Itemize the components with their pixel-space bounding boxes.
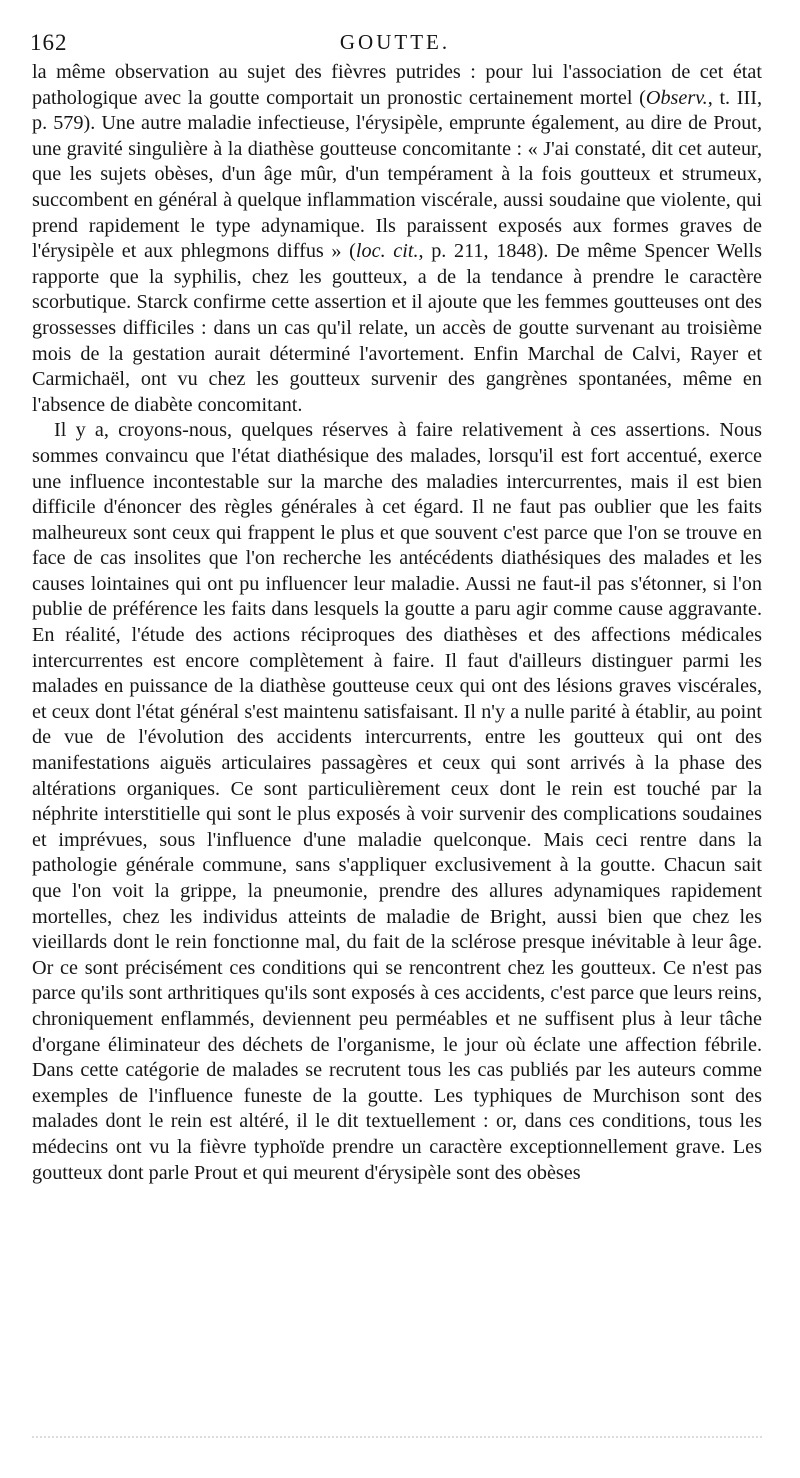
paragraph-2 bbox=[32, 418, 762, 1186]
page-header bbox=[30, 30, 760, 56]
body-text bbox=[32, 60, 762, 1186]
citation-italic: Observ. bbox=[645, 86, 708, 109]
citation-italic: loc. cit. bbox=[355, 240, 419, 263]
text-run: la même observation au sujet des fièvres putrides : pour lui l'association de cet état pathologique avec la goutte comportait un pronostic certainement mortel ( bbox=[32, 61, 762, 109]
running-title: GOUTTE. bbox=[339, 30, 451, 54]
page-bottom-specks bbox=[32, 1436, 762, 1446]
page-number: 162 bbox=[30, 30, 68, 55]
text-run: , p. 211, 1848). De même Spencer Wells rapporte que la syphilis, chez les goutteux, a de la tendance à prendre le caractère scorbutique. Starck confirme cette assertion et il ajoute que les femmes goutteuses ont des grossesses difficiles : dans un cas qu'il relate, un accès de goutte survenant au troisième mois de la gestation aurait déterminé l'avortement. Enfin Marchal de Calvi, Rayer et Carmichaël, ont vu chez les goutteux survenir des gangrènes spontanées, même en l'absence de diabète concomitant. bbox=[32, 240, 762, 416]
paragraph-1 bbox=[32, 60, 762, 418]
text-run: , t. III, p. 579). Une autre maladie infectieuse, l'érysipèle, emprunte également, au dire de Prout, une gravité singulière à la diathèse goutteuse concomitante : « J'ai constaté, dit cet auteur, que les sujets obèses, d'un âge mûr, d'un tempérament à la fois goutteux et strumeux, succombent en général à quelque inflammation viscérale, aussi soudaine que violente, qui prend rapidement le type adynamique. Ils paraissent exposés aux formes graves de l'érysipèle et aux phlegmons diffus » ( bbox=[32, 86, 762, 263]
text-run: Il y a, croyons-nous, quelques réserves à faire relativement à ces assertions. Nous sommes convaincu que l'état diathésique des malades, lorsqu'il est fort accentué, exerce une influence incontestable sur la marche des maladies intercurrentes, mais il est bien difficile d'énoncer des règles générales à cet égard. Il ne faut pas oublier que les faits malheureux sont ceux qui frappent le plus et que souvent c'est parce que l'on se trouve en face de cas insolites que l'on recherche les antécédents diathésiques des malades et les causes lointaines qui ont pu influencer leur maladie. Aussi ne faut-il pas s'étonner, si l'on publie de préférence les faits dans lesquels la goutte a paru agir comme cause aggravante. En réalité, l'étude des actions réciproques des diathèses et des affections médicales intercurrentes est encore complètement à faire. Il faut d'ailleurs distinguer parmi les malades en puissance de la diathèse goutteuse ceux qui ont des lésions graves viscérales, et ceux dont l'état général s'est maintenu satisfaisant. Il n'y a nulle parité à établir, au point de vue de l'évolution des accidents intercurrents, entre les goutteux qui ont des manifestations aiguës articulaires passagères et ceux qui sont arrivés à la phase des altérations organiques. Ce sont particulièrement ceux dont le rein est touché par la néphrite interstitielle qui sont le plus exposés à voir survenir des complications soudaines et imprévues, sous l'influence d'une maladie quelconque. Mais ceci rentre dans la pathologie générale commune, sans s'appliquer exclusivement à la goutte. Chacun sait que l'on voit la grippe, la pneumonie, prendre des allures adynamiques rapidement mortelles, chez les individus atteints de maladie de Bright, aussi bien que chez les vieillards dont le rein fonctionne mal, du fait de la sclérose presque inévitable à leur âge. Or ce sont précisément ces conditions qui se rencontrent chez les goutteux. Ce n'est pas parce qu'ils sont arthritiques qu'ils sont exposés à ces accidents, c'est parce que leurs reins, chroniquement enflammés, deviennent peu perméables et ne suffisent plus à leur tâche d'organe éliminateur des déchets de l'organisme, le jour où éclate une affection fébrile. Dans cette catégorie de malades se recrutent tous les cas publiés par les auteurs comme exemples de l'influence funeste de la goutte. Les typhiques de Murchison sont des malades dont le rein est altéré, il le dit textuellement : or, dans ces conditions, tous les médecins ont vu la fièvre typhoïde prendre un caractère exceptionnellement grave. Les goutteux dont parle Prout et qui meurent d'érysipèle sont des obèses bbox=[32, 419, 762, 1184]
